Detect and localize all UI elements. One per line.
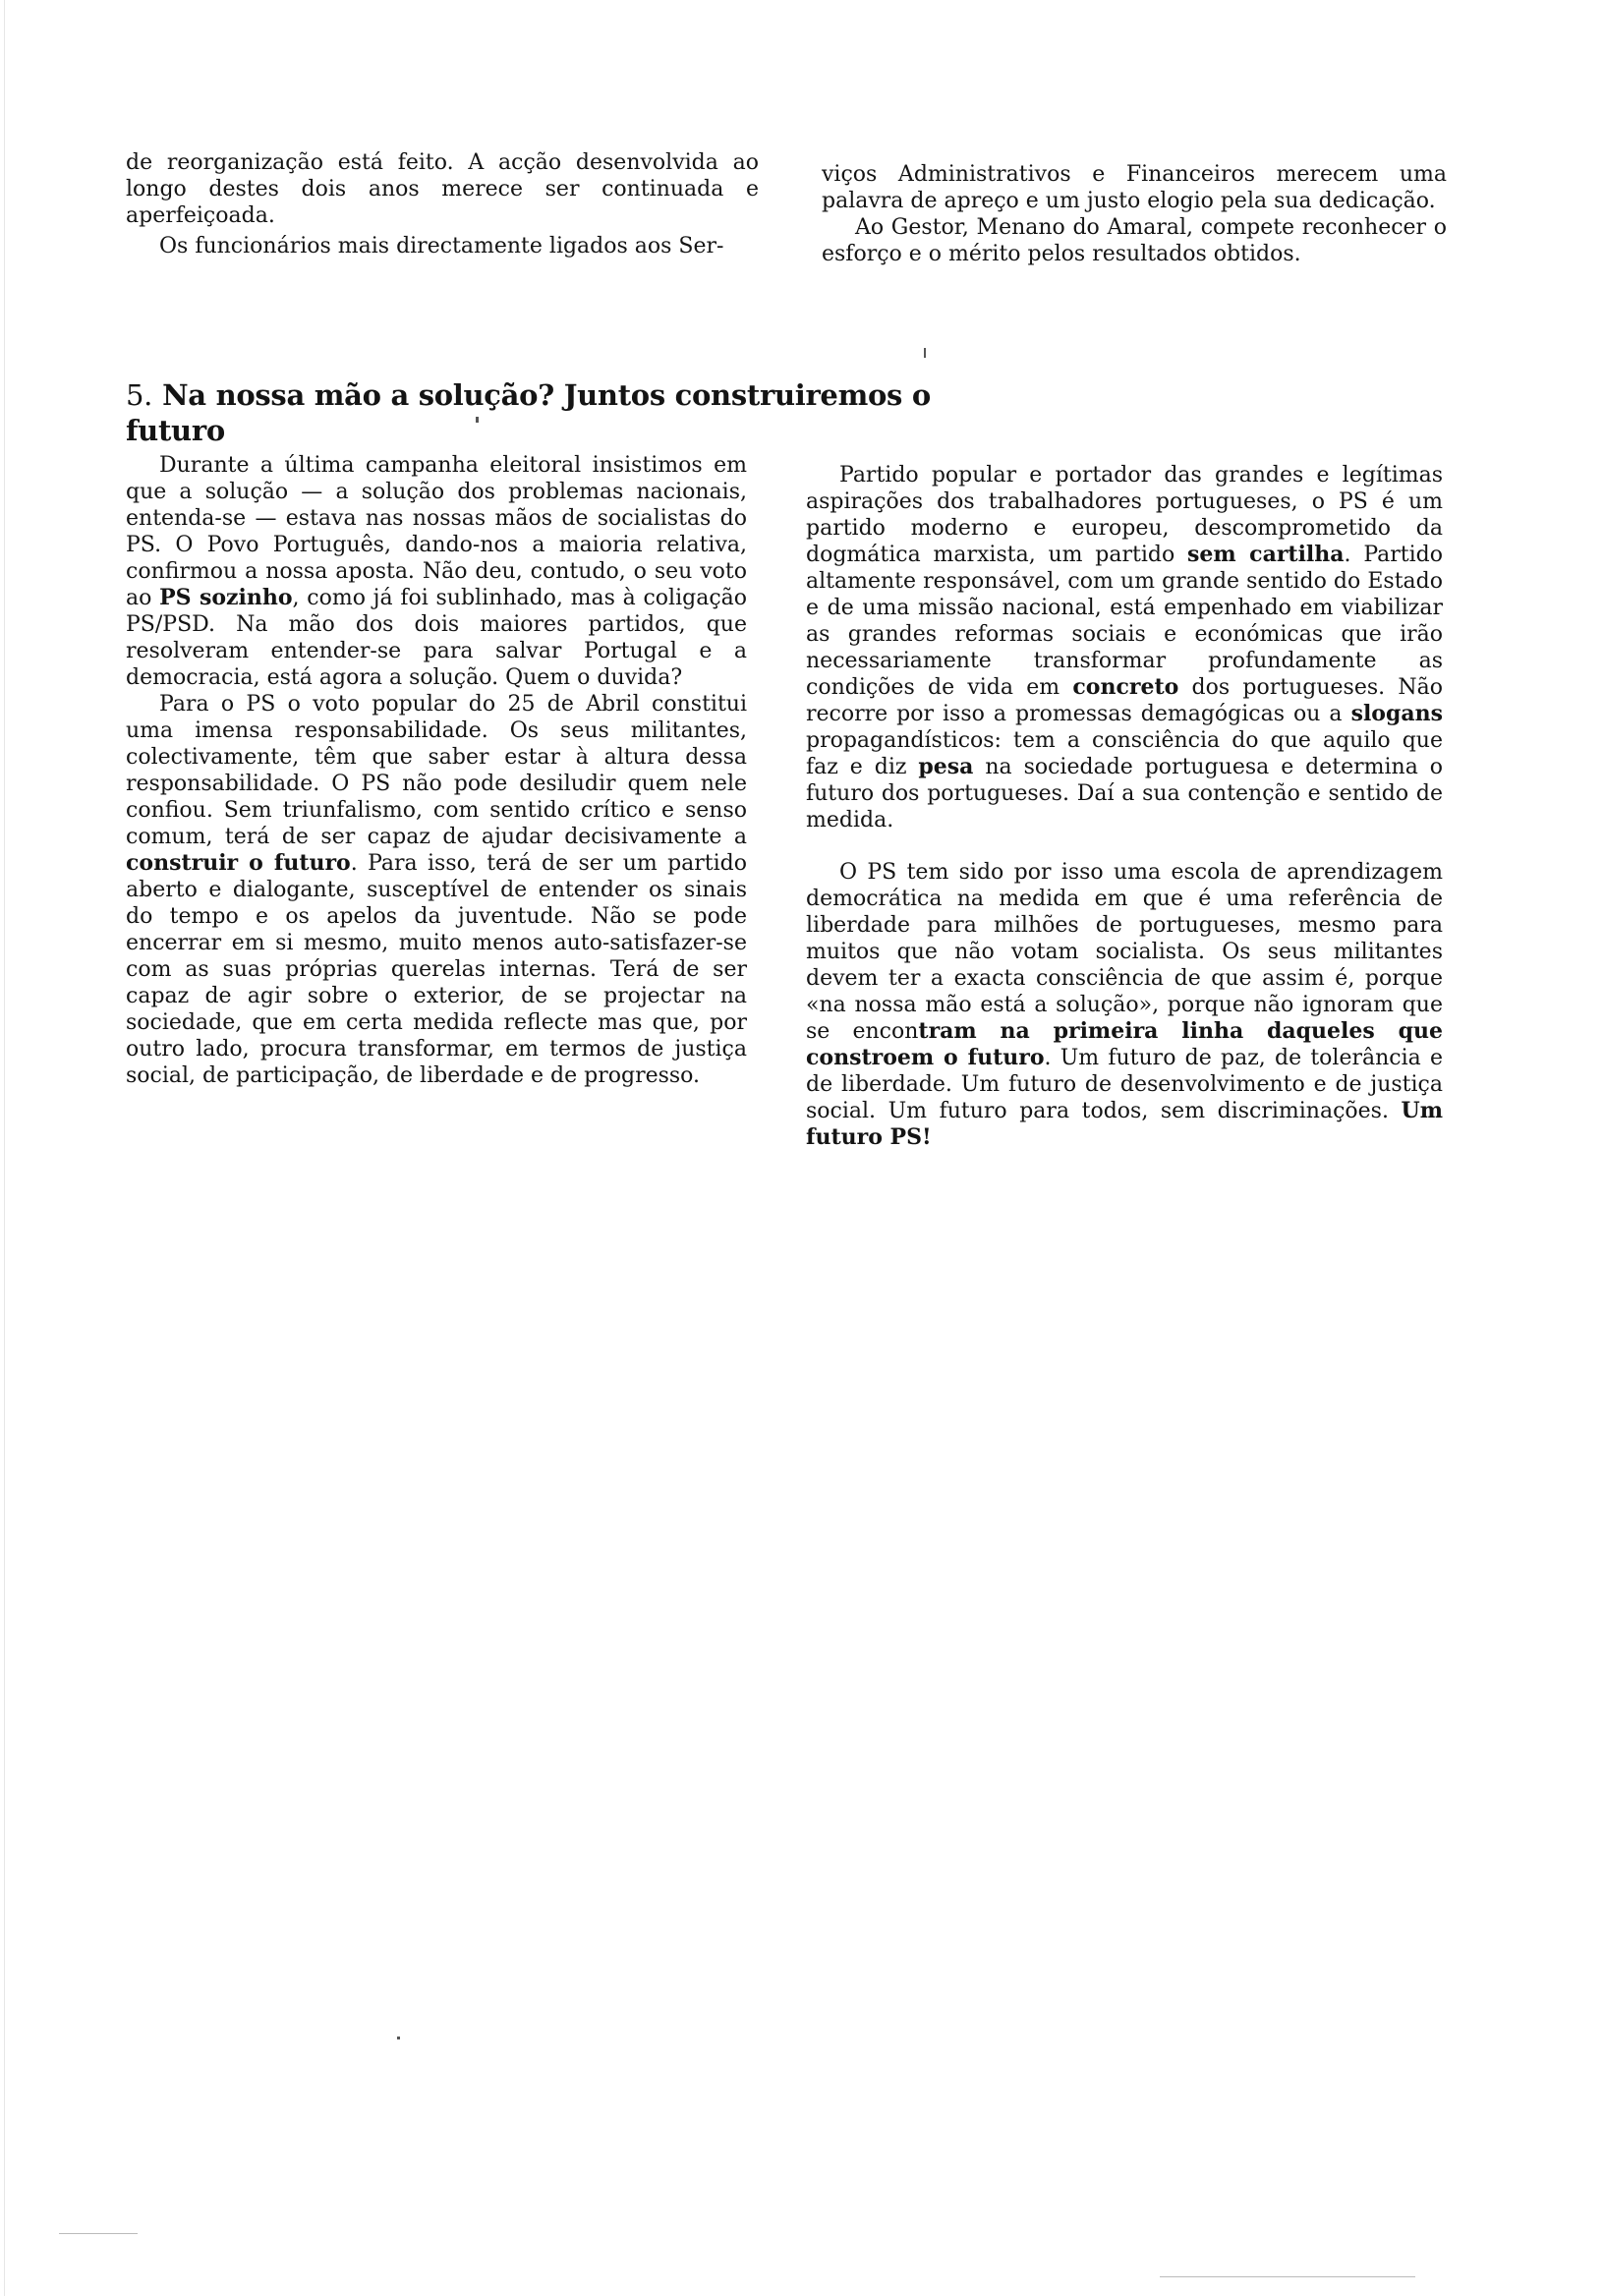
bold-concreto: concreto — [1072, 674, 1179, 700]
section-subtitle: Juntos construiremos o futuro — [126, 378, 931, 447]
right-paragraph-1: Partido popular e portador das grandes e legítimas aspirações dos trabalhadores portugueses, o PS é um partido moderno e europeu, descomprometido da dogmática marxista, um partido sem cartilha. Partido altamente responsável, com um grande sentido do Estado e de uma missão nacional, está empenhado em viabilizar as grandes reformas sociais e económicas que irão necessariamente transformar profundamente as condições de vida em concreto dos portugueses. Não recorre por isso a promessas demagógicas ou a slogans propagandísticos: tem a consciência do que aquilo que faz e diz pesa na sociedade portuguesa e determina o futuro dos portugueses. Daí a sua contenção e sentido de medida. — [806, 463, 1443, 832]
section-title: Na nossa mão a solução? — [162, 378, 554, 412]
scan-speck — [1160, 2276, 1415, 2277]
bold-ps-sozinho: PS sozinho — [159, 585, 293, 610]
left-paragraph-1: Durante a última campanha eleitoral insistimos em que a solução — a solução dos problemas nacionais, entenda-se — estava nas nossas mãos de socialistas do PS. O Povo Português, dando-nos a maioria relativa, confirmou a nossa aposta. Não deu, contudo, o seu voto ao PS sozinho, como já foi sublinhado, mas à coligação PS/PSD. Na mão dos dois maiores partidos, que resolveram entender-se para salvar Portugal e a democracia, está agora a solução. Quem o duvida? — [126, 453, 748, 690]
scan-speck — [4, 0, 5, 2296]
left-paragraph-2: Para o PS o voto popular do 25 de Abril constitui uma imensa responsabilidade. Os seus militantes, colectivamente, têm que saber estar à altura dessa responsabilidade. O PS não pode desiludir quem nele confiou. Sem triunfalismo, com sentido crítico e senso comum, terá de ser capaz de ajudar decisivamente a construir o futuro. Para isso, terá de ser um partido aberto e dialogante, susceptível de entender os sinais do tempo e os apelos da juventude. Não se pode encerrar em si mesmo, muito menos auto-satisfazer-se com as suas próprias querelas internas. Terá de ser capaz de agir sobre o exterior, de se projectar na sociedade, que em certa medida reflecte mas que, por outro lado, procura transformar, em termos de justiça social, de participação, de liberdade e de progresso. — [126, 692, 747, 1088]
scan-speck — [397, 2037, 400, 2039]
bold-slogans: slogans — [1350, 701, 1443, 726]
top-left-paragraph-1: de reorganização está feito. A acção desenvolvida ao longo destes dois anos merece ser continuada e aperfeiçoada. — [126, 150, 759, 228]
main-left-column — [126, 452, 747, 1089]
top-right-paragraph-2: Ao Gestor, Menano do Amaral, compete reconhecer o esforço e o mérito pelos resultados obtidos. — [822, 215, 1447, 266]
top-right-paragraph-1: viços Administrativos e Financeiros merecem uma palavra de apreço e um justo elogio pela sua dedicação. — [822, 162, 1447, 213]
scan-speck — [59, 2233, 138, 2234]
bold-construir-o-futuro: construir o futuro — [126, 850, 351, 876]
right-paragraph-2: O PS tem sido por isso uma escola de aprendizagem democrática na medida em que é uma referência de liberdade para milhões de portugueses, mesmo para muitos que não votam socialista. Os seus militantes devem ter a exacta consciência de que assim é, porque «na nossa mão está a solução», porque não ignoram que se encontram na primeira linha daqueles que constroem o futuro. Um futuro de paz, de tolerância e de liberdade. Um futuro de desenvolvimento e de justiça social. Um futuro para todos, sem discriminações. Um futuro PS! — [806, 860, 1443, 1150]
bold-primeira-linha: tram na primeira linha daqueles que constroem o futuro — [806, 1018, 1443, 1070]
scan-speck — [476, 417, 479, 423]
top-left-column — [126, 149, 759, 259]
section-heading — [126, 377, 1010, 448]
scan-speck — [924, 348, 926, 358]
main-right-column — [806, 462, 1443, 1151]
bold-um-futuro-ps: Um futuro PS! — [806, 1098, 1443, 1150]
bold-pesa: pesa — [918, 754, 974, 779]
bold-sem-cartilha: sem cartilha — [1187, 542, 1345, 567]
top-right-column — [822, 161, 1447, 267]
top-left-paragraph-2: Os funcionários mais directamente ligados aos Ser- — [159, 234, 724, 258]
section-number: 5. — [126, 378, 153, 412]
